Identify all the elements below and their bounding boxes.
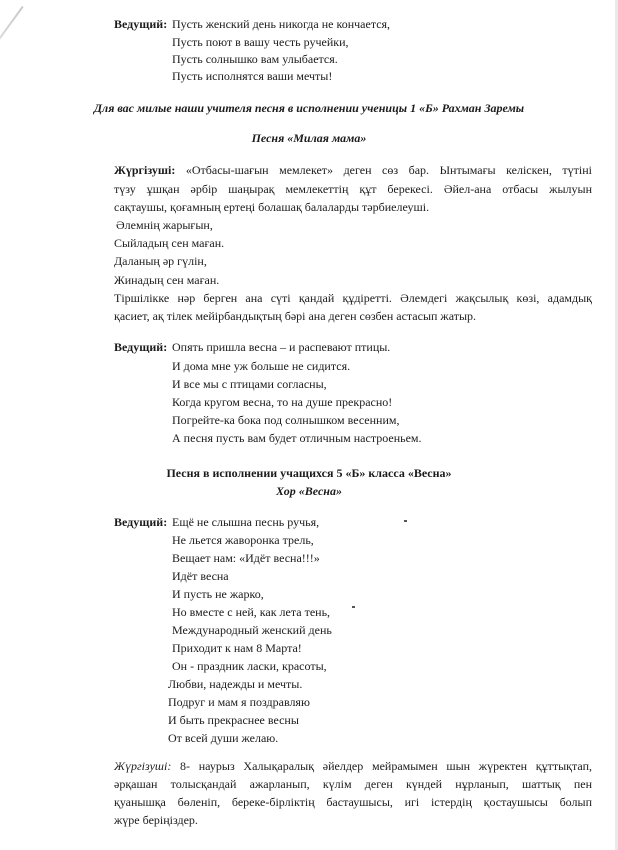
poem-line: Сыйладың сен маған. (114, 236, 225, 250)
poem-line: Ещё не слышна песнь ручья, (172, 515, 320, 529)
speaker-label: Ведущий: (114, 515, 168, 529)
pen-stroke-mark (0, 6, 24, 70)
speaker-label: Ведущий: (114, 17, 168, 31)
poem-line: Не льется жаворонка трель, (172, 533, 314, 547)
poem-line: Идёт весна (172, 569, 229, 583)
scan-speck (352, 606, 355, 608)
scan-speck (404, 520, 407, 522)
poem-line: Он - праздник ласки, красоты, (172, 659, 327, 673)
poem-line: А песня пусть вам будет отличным настроеньем. (172, 431, 422, 445)
poem-line: От всей души желаю. (168, 731, 279, 745)
paragraph-line: қасиет, ақ тілек мейірбандықтың бәрі ана деген сөзбен астасып жатыр. (114, 309, 477, 323)
paragraph-line: Тіршілікке нәр берген ана сүті қандай құдіретті. Әлемдегі жақсылық көзі, адамдық (114, 291, 592, 305)
paragraph-text: «Отбасы-шағын мемлекет» деген сөз бар. Ынтымағы келіскен, түтіні (185, 163, 593, 177)
poem-line: Пусть исполнятся ваши мечты! (172, 69, 333, 83)
poem-line: Пусть солнышко вам улыбается. (172, 52, 338, 66)
speaker-label: Жүргізуші: (114, 759, 172, 773)
poem-line: Пусть женский день никогда не кончается, (172, 17, 391, 31)
poem-line: Когда кругом весна, то на душе прекрасно! (172, 395, 393, 409)
poem-line: Даланың әр гүлін, (114, 254, 207, 268)
paragraph-line: түзу ұшқан әрбір шаңырақ мемлекеттің құт берекесі. Әйел-ана отбасы жылуын (114, 182, 592, 196)
paragraph-line (114, 162, 592, 178)
poem-line: Любви, надежды и мечты. (168, 677, 303, 691)
song-title: Хор «Весна» (276, 484, 342, 498)
song-announcement: Для вас милые наши учителя песня в исполнении ученицы 1 «Б» Рахман Заремы (93, 101, 525, 115)
poem-line: Приходит к нам 8 Марта! (172, 641, 302, 655)
poem-line: И все мы с птицами согласны, (172, 377, 327, 391)
song-announcement: Песня в исполнении учащихся 5 «Б» класса «Весна» (166, 466, 452, 480)
poem-line: Погрейте-ка бока под солнышком весенним, (172, 413, 400, 427)
song-title: Песня «Милая мама» (251, 131, 367, 145)
speaker-label: Ведущий: (114, 340, 168, 354)
poem-line: Әлемнің жарығын, (116, 218, 213, 232)
poem-line: И дома мне уж больше не сидится. (172, 359, 351, 373)
poem-line: Международный женский день (172, 623, 332, 637)
speaker-label: Жүргізуші: (114, 163, 176, 177)
paragraph-line: әрқашан толысқандай ажарланып, күлім деген күндей нұрланып, шаттық пен (114, 777, 592, 791)
poem-line: И пусть не жарко, (172, 587, 264, 601)
poem-line: Жинадың сен маған. (114, 273, 220, 287)
poem-line: Вещает нам: «Идёт весна!!!» (172, 551, 320, 565)
poem-line: Пусть поют в вашу честь ручейки, (172, 35, 349, 49)
poem-line: Но вместе с ней, как лета тень, (172, 605, 331, 619)
paragraph-line: сақтаушы, қоғамның ертеңі болашақ балаларды тәрбиелеуші. (114, 200, 430, 214)
poem-line: Подруг и мам я поздравляю (168, 695, 310, 709)
poem-line: Опять пришла весна – и распевают птицы. (172, 340, 391, 354)
paragraph-line: қуанышқа бөленіп, береке-бірліктің бастаушысы, игі істердің қостаушысы болып (114, 795, 592, 809)
paragraph-text: 8- наурыз Халықаралық әйелдер мейрамымен шын жүректен құттықтап, (180, 759, 592, 773)
paragraph-line (114, 758, 592, 774)
poem-line: И быть прекраснее весны (168, 713, 299, 727)
paragraph-line: жүре беріңіздер. (114, 813, 198, 827)
